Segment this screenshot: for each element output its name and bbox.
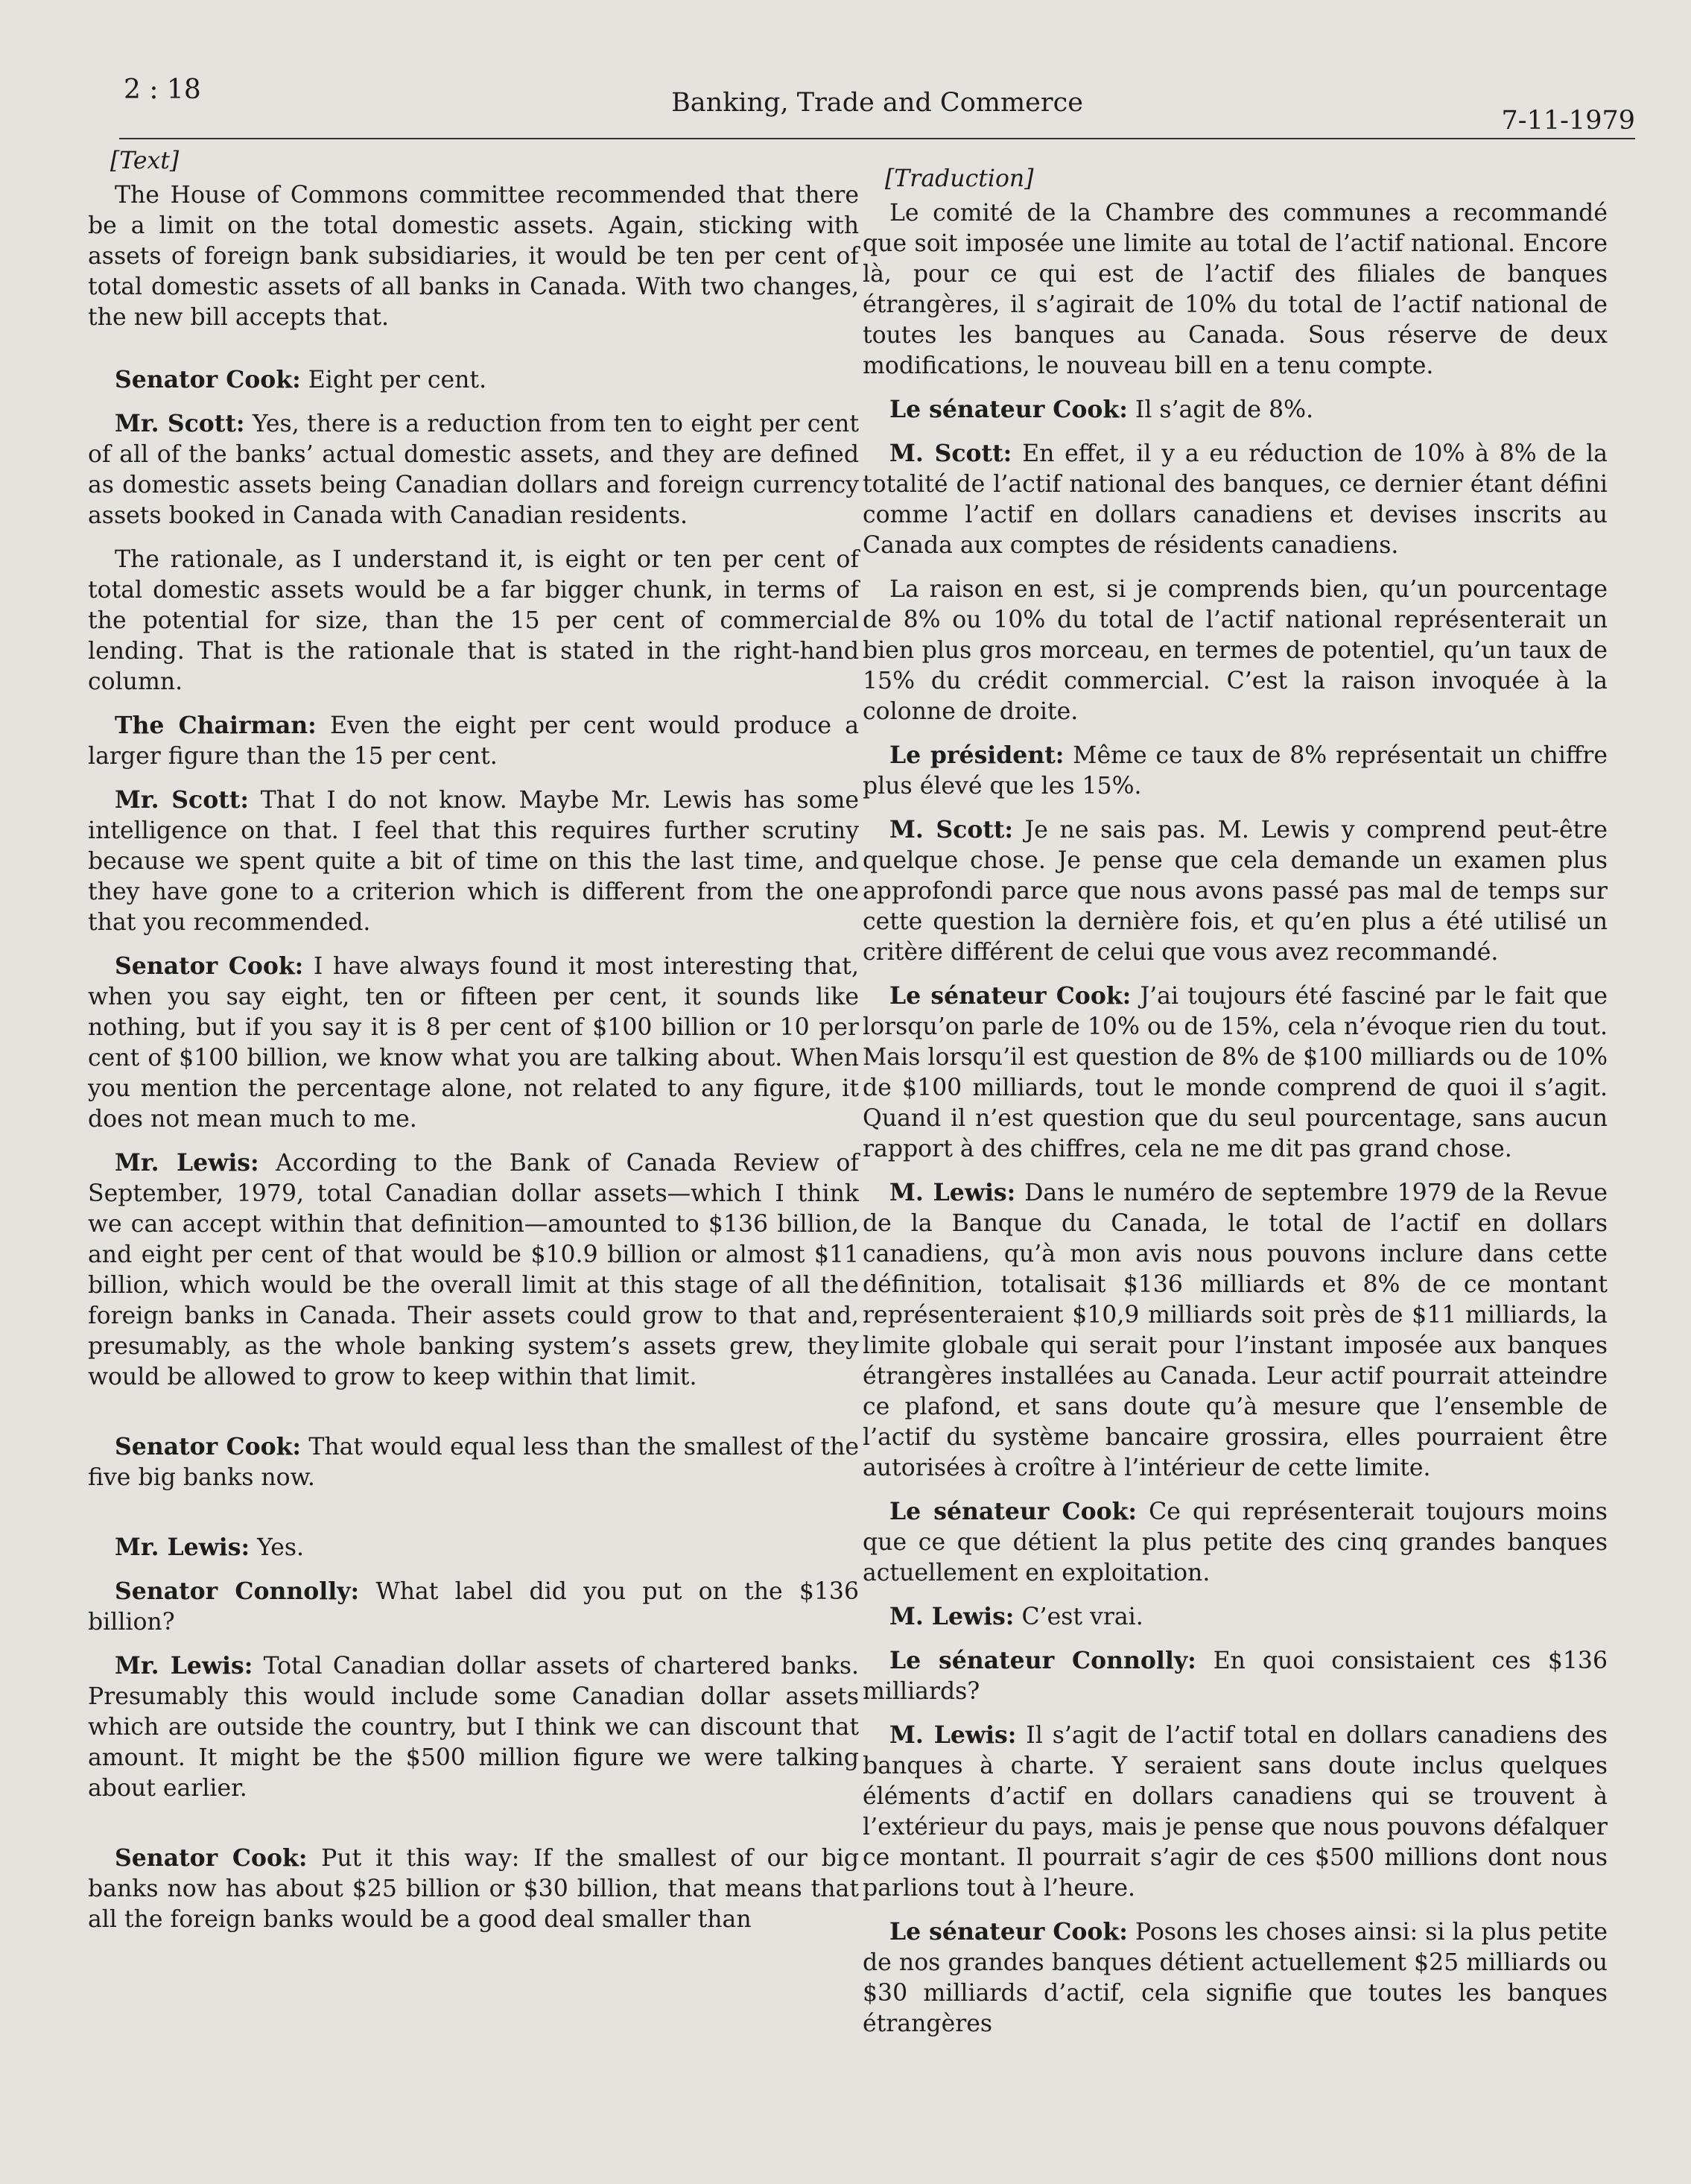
english-column <box>88 146 859 1948</box>
paragraph <box>88 180 859 333</box>
paragraph <box>88 785 859 938</box>
speaker: Mr. Lewis: <box>115 1652 253 1680</box>
paragraph-text: Il s’agit de l’actif total en dollars canadiens des banques à charte. Y seraient sans doute inclus quelques éléments d’actif en dollars canadiens qui se trouvent à l’extérieur du pays, mais je pense que nous pouvons défalquer ce montant. Il pourrait s’agir de ces $500 millions dont nous parlions tout à l’heure. <box>863 1722 1608 1902</box>
speaker: Le président: <box>889 741 1065 769</box>
page-header <box>119 75 1635 139</box>
speaker: Le sénateur Cook: <box>889 1918 1128 1946</box>
speaker: Mr. Lewis: <box>115 1533 250 1561</box>
paragraph <box>863 1601 1608 1633</box>
paragraph-text: The rationale, as I understand it, is eight or ten per cent of total domestic assets would be a far bigger chunk, in terms of the potential for size, than the 15 per cent of commercial lending. That is the rationale that is stated in the right-hand column. <box>88 546 859 695</box>
running-title: Banking, Trade and Commerce <box>671 88 1083 118</box>
paragraph-text: Dans le numéro de septembre 1979 de la Revue de la Banque du Canada, le total de l’actif en dollars canadiens, qu’à mon avis nous pouvons inclure dans cette définition, totalisait $136 milliards et 8% de ce montant représenteraient $10,9 milliards soit près de $11 milliards, la limite globale qui serait pour l’instant imposée aux banques étrangères installées au Canada. Leur actif pourrait atteindre ce plafond, et sans doute qu’à mesure que l’ensemble de l’actif du système bancaire grossira, elles pourraient être autorisées à croître à l’intérieur de cette limite. <box>863 1180 1608 1481</box>
paragraph-text: Yes, there is a reduction from ten to eight per cent of all of the banks’ actual domestic assets, and they are defined as domestic assets being Canadian dollars and foreign currency assets booked in Canada with Canadian residents. <box>88 411 859 529</box>
paragraph-text: Il s’agit de 8%. <box>1127 396 1314 423</box>
paragraph-text: What label did you put on the $136 billion? <box>88 1578 859 1636</box>
paragraph-text: Je ne sais pas. M. Lewis y comprend peut-être quelque chose. Je pense que cela demande un examen plus approfondi parce que nous avons passé pas mal de temps sur cette question la dernière fois, et qu’en plus a été utilisé un critère différent de celui que vous avez recommandé. <box>863 817 1608 966</box>
paragraph-text: Ce qui représenterait toujours moins que ce que détient la plus petite des cinq grandes banques actuellement en exploitation. <box>863 1498 1608 1586</box>
paragraph <box>88 1843 859 1935</box>
paragraph <box>863 981 1608 1165</box>
paragraph-text: La raison en est, si je comprends bien, qu’un pourcentage de 8% ou 10% du total de l’actif national représenterait un bien plus gros morceau, en termes de potentiel, qu’un taux de 15% du crédit commercial. C’est la raison invoquée à la colonne de droite. <box>863 576 1608 725</box>
paragraph <box>863 814 1608 968</box>
speaker: M. Scott: <box>889 816 1014 843</box>
language-label: [Traduction] <box>885 165 1034 192</box>
paragraph <box>88 364 859 396</box>
speaker: Senator Cook: <box>115 1844 308 1872</box>
paragraph-text: That I do not know. Maybe Mr. Lewis has some intelligence on that. I feel that this requires further scrutiny because we spent quite a bit of time on this the last time, and they have gone to a criterion which is different from the one that you recommended. <box>88 787 859 936</box>
paragraph-text: Even the eight per cent would produce a larger figure than the 15 per cent. <box>88 712 860 770</box>
speaker: The Chairman: <box>115 712 317 739</box>
page-number: 2 : 18 <box>124 75 201 105</box>
speaker: Le sénateur Cook: <box>889 396 1128 423</box>
paragraph-text: Même ce taux de 8% représentait un chiffre plus élevé que les 15%. <box>863 742 1608 800</box>
paragraph <box>88 408 859 531</box>
speaker: Mr. Lewis: <box>115 1149 259 1177</box>
paragraph <box>863 197 1608 382</box>
paragraph <box>88 1148 859 1393</box>
paragraph <box>863 740 1608 802</box>
language-label: [Text] <box>110 148 180 174</box>
paragraph <box>863 394 1608 425</box>
paragraph-text: Le comité de la Chambre des communes a recommandé que soit imposée une limite au total de l’actif national. Encore là, pour ce qui est de l’actif des filiales de banques étrangères, il s’agirait de 10% du total de l’actif national de toutes les banques au Canada. Sous réserve de deux modifications, le nouveau bill en a tenu compte. <box>863 200 1608 379</box>
paragraph <box>88 1532 859 1563</box>
speaker: Mr. Scott: <box>115 786 249 814</box>
speaker: M. Scott: <box>889 440 1012 467</box>
speaker: Le sénateur Cook: <box>889 1498 1138 1525</box>
speaker: M. Lewis: <box>889 1721 1017 1749</box>
speaker: Senator Cook: <box>115 952 304 980</box>
page-date: 7-11-1979 <box>1501 106 1635 136</box>
paragraph-text: Yes. <box>250 1534 305 1561</box>
paragraph <box>863 1496 1608 1589</box>
paragraph-text: Total Canadian dollar assets of chartered banks. Presumably this would include some Canadian dollar assets which are outside the country, but I think we can discount that amount. It might be the $500 million figure we were talking about earlier. <box>88 1653 859 1802</box>
paragraph-text: The House of Commons committee recommended that there be a limit on the total domestic assets. Again, sticking with assets of foreign bank subsidiaries, it would be ten per cent of total domestic assets of all banks in Canada. With two changes, the new bill accepts that. <box>88 182 859 331</box>
paragraph-text: En quoi consistaient ces $136 milliards? <box>863 1648 1608 1705</box>
paragraph <box>88 1431 859 1493</box>
paragraph <box>88 1576 859 1638</box>
paragraph <box>88 544 859 697</box>
speaker: M. Lewis: <box>889 1603 1015 1630</box>
paragraph-text: Put it this way: If the smallest of our big banks now has about $25 billion or $30 billion, that means that all the foreign banks would be a good deal smaller than <box>88 1845 859 1933</box>
paragraph-text: En effet, il y a eu réduction de 10% à 8% de la totalité de l’actif national des banques, ce dernier étant défini comme l’actif en dollars canadiens et devises inscrits au Canada aux comptes de résidents canadiens. <box>863 440 1608 559</box>
paragraph-text: According to the Bank of Canada Review of September, 1979, total Canadian dollar assets—which I think we can accept within that definition—amounted to $136 billion, and eight per cent of that would be $10.9 billion or almost $11 billion, which would be the overall limit at this stage of all the foreign banks in Canada. Their assets could grow to that and, presumably, as the whole banking system’s assets grew, they would be allowed to grow to keep within that limit. <box>88 1150 860 1390</box>
paragraph <box>863 1916 1608 2039</box>
speaker: Le sénateur Connolly: <box>889 1647 1196 1674</box>
speaker: Le sénateur Cook: <box>889 982 1132 1010</box>
paragraph <box>88 951 859 1135</box>
paragraph-text: Posons les choses ainsi: si la plus petite de nos grandes banques détient actuellement $25 milliards ou $30 milliards d’actif, cela signifie que toutes les banques étrangères <box>863 1919 1608 2037</box>
paragraph-text: J’ai toujours été fasciné par le fait que lorsqu’on parle de 10% ou de 15%, cela n’évoque rien du tout. Mais lorsqu’il est question de 8% de $100 milliards ou de 10% de $100 milliards, tout le monde comprend de quoi il s’agit. Quand il n’est question que du seul pourcentage, sans aucun rapport à des chiffres, cela ne me dit pas grand chose. <box>863 983 1608 1162</box>
paragraph-text: That would equal less than the smallest of the five big banks now. <box>88 1434 859 1491</box>
paragraph-text: C’est vrai. <box>1014 1604 1143 1630</box>
speaker: Senator Connolly: <box>115 1577 360 1605</box>
paragraph <box>88 710 859 772</box>
paragraph <box>863 1177 1608 1484</box>
speaker: Senator Cook: <box>115 1433 302 1460</box>
paragraph <box>88 1650 859 1804</box>
paragraph <box>863 1645 1608 1707</box>
paragraph <box>863 574 1608 727</box>
french-column <box>863 146 1608 2052</box>
paragraph <box>863 1720 1608 1904</box>
paragraph-text: Eight per cent. <box>300 367 487 393</box>
speaker: Senator Cook: <box>115 366 301 393</box>
speaker: M. Lewis: <box>889 1179 1016 1206</box>
paragraph <box>863 438 1608 561</box>
paragraph-text: I have always found it most interesting that, when you say eight, ten or fifteen per cent, it sounds like nothing, but if you say it is 8 per cent of $100 billion or 10 per cent of $100 billion, we know what you are talking about. When you mention the percentage alone, not related to any figure, it does not mean much to me. <box>88 953 859 1133</box>
speaker: Mr. Scott: <box>115 410 245 437</box>
